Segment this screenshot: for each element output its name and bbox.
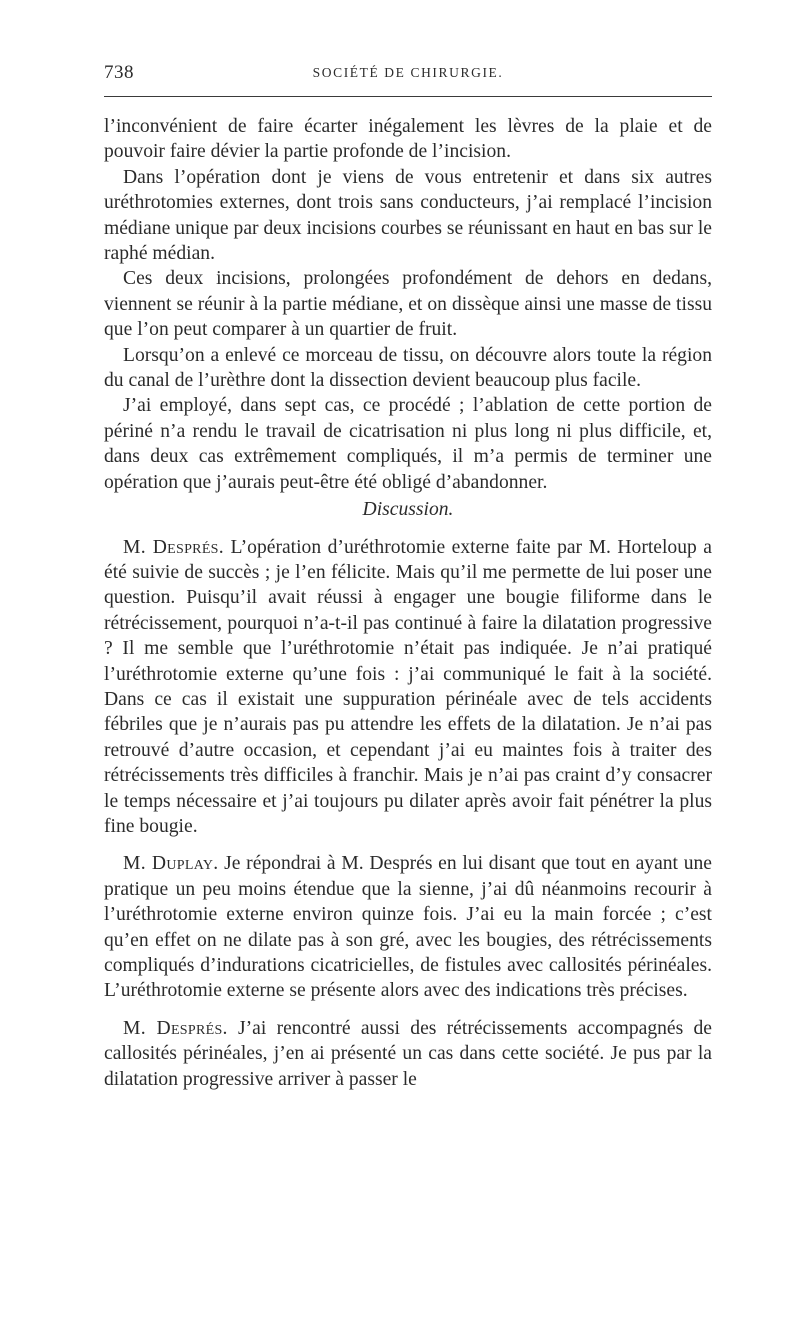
body-text bbox=[104, 114, 712, 1092]
discussion-entry bbox=[104, 535, 712, 840]
speech-text: L’opération d’uréthrotomie externe faite par M. Horteloup a été suivie de succès ; je l’en félicite. Mais qu’il me permette de lui poser une question. Puisqu’il avait réussi à engager une bougie filiforme dans le rétrécissement, pourquoi n’a-t-il pas continué à faire la dilatation progressive ? Il me semble que l’uréthrotomie n’était pas indiquée. Je n’ai pratiqué l’uréthrotomie externe qu’une fois : j’ai communiqué le fait à la société. Dans ce cas il existait une suppuration périnéale avec de tels accidents fébriles que je n’aurais pas pu attendre les effets de la dilatation. Je n’ai pas retrouvé d’autre occasion, et cependant j’ai eu maintes fois à traiter des rétrécissements très difficiles à franchir. Mais je n’ai pas craint d’y consacrer le temps nécessaire et j’ai toujours pu dilater après avoir fait pénétrer la plus fine bougie. bbox=[104, 536, 713, 837]
speech-text: Je répondrai à M. Després en lui disant que tout en ayant une pratique un peu moins étendue que la sienne, j’ai dû néanmoins recourir à l’uréthrotomie externe environ quinze fois. J’ai eu la main forcée ; c’est qu’en effet on ne dilate pas à son gré, avec les bougies, des rétrécissements compliqués d’indurations cicatricielles, de fistules avec callosités périnéales. L’uréthrotomie externe se présente alors avec des indications très précises. bbox=[104, 853, 712, 1002]
paragraph-cases: J’ai employé, dans sept cas, ce procédé ; l’ablation de cette portion de périné n’a rendu le travail de cicatrisation ni plus long ni plus difficile, et, dans deux cas extrêmement compliqués, il m’a permis de terminer une opération que j’aurais peut-être été obligé d’abandonner. bbox=[104, 395, 712, 493]
paragraph-continued: l’inconvénient de faire écarter inégalement les lèvres de la plaie et de pouvoir faire dévier la partie profonde de l’incision. bbox=[104, 116, 712, 163]
speaker-name: M. Després. bbox=[123, 536, 224, 558]
speaker-name: M. Després. bbox=[123, 1017, 228, 1039]
page-number: 738 bbox=[104, 62, 134, 83]
page-header bbox=[104, 56, 712, 92]
paragraph-operation: Dans l’opération dont je viens de vous entretenir et dans six autres uréthrotomies externes, dont trois sans conducteurs, j’ai remplacé l’incision médiane unique par deux incisions courbes se réunissant en haut en bas sur le raphé médian. bbox=[104, 166, 712, 265]
section-title-discussion: Discussion. bbox=[362, 499, 454, 521]
running-title: SOCIÉTÉ DE CHIRURGIE. bbox=[312, 65, 504, 80]
speech-text: J’ai rencontré aussi des rétrécissements accompagnés de callosités périnéales, j’en ai présenté un cas dans cette société. Je pus par la dilatation progressive arriver à passer le bbox=[104, 1017, 713, 1090]
discussion-entry bbox=[104, 1016, 712, 1092]
paragraph-tissue-removal: Lorsqu’on a enlevé ce morceau de tissu, on découvre alors toute la région du canal de l’urèthre dont la dissection devient beaucoup plus facile. bbox=[104, 344, 712, 392]
paragraph-incisions: Ces deux incisions, prolongées profondément de dehors en dedans, viennent se réunir à la partie médiane, et on dissèque ainsi une masse de tissu que l’on peut comparer à un quartier de fruit. bbox=[104, 268, 712, 341]
header-rule bbox=[104, 96, 712, 97]
speaker-name: M. Duplay. bbox=[123, 853, 219, 875]
discussion-entry bbox=[104, 851, 712, 1003]
